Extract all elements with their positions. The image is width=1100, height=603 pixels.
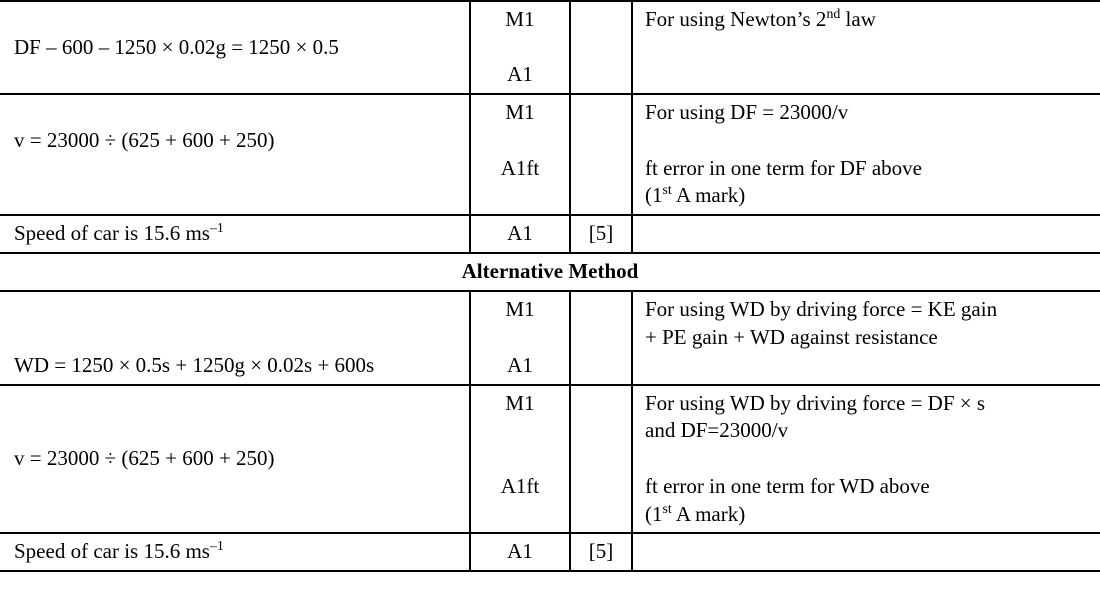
mark-text: A1: [507, 352, 533, 377]
working-cell: [0, 291, 470, 384]
note-text-pre: (1: [645, 183, 663, 208]
note-superscript: nd: [826, 6, 841, 21]
note-text-pre: For using Newton’s 2: [645, 7, 827, 31]
working-text: [14, 538, 461, 566]
note-text: + PE gain + WD against resistance: [645, 325, 938, 350]
note-text: For using WD by driving force = DF × s: [645, 390, 986, 415]
mark-cell: [470, 533, 570, 571]
blank-line: [14, 99, 461, 127]
working-text: DF – 600 – 1250 × 0.02g = 1250 × 0.5: [14, 34, 339, 59]
score-cell: [570, 533, 632, 571]
note-cell: [632, 291, 1100, 384]
blank-line: [14, 155, 461, 183]
blank-line: [14, 324, 461, 352]
note-text-post: A mark): [671, 501, 746, 526]
table-row: [0, 385, 1100, 534]
score-cell: [570, 291, 632, 384]
score-text: [5]: [588, 539, 614, 564]
score-cell: [570, 385, 632, 534]
mark-cell: [470, 291, 570, 384]
blank-line: [475, 445, 565, 473]
mark-text: M1: [505, 297, 535, 322]
working-cell: [0, 94, 470, 215]
blank-line: [645, 127, 1090, 155]
working-text-pre: Speed of car is 15.6 ms: [14, 221, 210, 246]
mark-cell: [470, 1, 570, 94]
mark-text: A1: [507, 539, 533, 564]
blank-line: [14, 473, 461, 501]
working-cell: [0, 1, 470, 94]
note-text: ft error in one term for DF above: [645, 155, 922, 180]
note-text: [645, 182, 1090, 210]
blank-line: [475, 324, 565, 352]
table-row: [0, 291, 1100, 384]
blank-line: [14, 417, 461, 445]
note-text: For using WD by driving force = KE gain: [645, 297, 998, 322]
working-cell: [0, 533, 470, 571]
table-row: [0, 1, 1100, 94]
working-cell: [0, 385, 470, 534]
mark-text: M1: [505, 100, 535, 125]
blank-line: [475, 417, 565, 445]
mark-text: M1: [505, 7, 535, 31]
note-text: ft error in one term for WD above: [645, 473, 930, 498]
note-cell: [632, 215, 1100, 253]
working-superscript: –1: [209, 538, 224, 554]
note-text: [645, 6, 1090, 34]
table-row: [0, 94, 1100, 215]
mark-cell: [470, 94, 570, 215]
blank-line: [475, 34, 565, 62]
alternative-method-heading-row: [0, 253, 1100, 292]
note-cell: [632, 94, 1100, 215]
score-text: [5]: [588, 221, 614, 246]
alternative-method-heading: Alternative Method: [0, 253, 1100, 292]
working-text: v = 23000 ÷ (625 + 600 + 250): [14, 446, 275, 471]
note-superscript: st: [662, 182, 672, 198]
note-text: For using DF = 23000/v: [645, 100, 849, 125]
note-cell: [632, 385, 1100, 534]
working-superscript: –1: [209, 220, 224, 236]
mark-cell: [470, 385, 570, 534]
blank-line: [14, 6, 461, 34]
blank-line: [475, 127, 565, 155]
blank-line: [14, 390, 461, 418]
score-cell: [570, 1, 632, 94]
score-cell: [570, 215, 632, 253]
score-cell: [570, 94, 632, 215]
mark-text: A1: [507, 62, 533, 87]
note-text-post: A mark): [671, 183, 746, 208]
note-text-pre: (1: [645, 501, 663, 526]
note-text-post: law: [840, 7, 876, 31]
working-text: [14, 220, 461, 248]
mark-text: A1: [507, 221, 533, 246]
table-row: [0, 533, 1100, 571]
table-row: [0, 215, 1100, 253]
mark-text: A1ft: [500, 155, 540, 180]
note-cell: [632, 533, 1100, 571]
blank-line: [14, 296, 461, 324]
note-text: and DF=23000/v: [645, 418, 789, 443]
blank-line: [645, 445, 1090, 473]
mark-cell: [470, 215, 570, 253]
note-text: [645, 501, 1090, 529]
note-cell: [632, 1, 1100, 94]
working-text-pre: Speed of car is 15.6 ms: [14, 539, 210, 564]
mark-text: A1ft: [500, 473, 540, 498]
note-superscript: st: [662, 500, 672, 516]
working-text: WD = 1250 × 0.5s + 1250g × 0.02s + 600s: [14, 352, 375, 377]
working-cell: [0, 215, 470, 253]
working-text: v = 23000 ÷ (625 + 600 + 250): [14, 127, 275, 152]
mark-text: M1: [505, 390, 535, 415]
